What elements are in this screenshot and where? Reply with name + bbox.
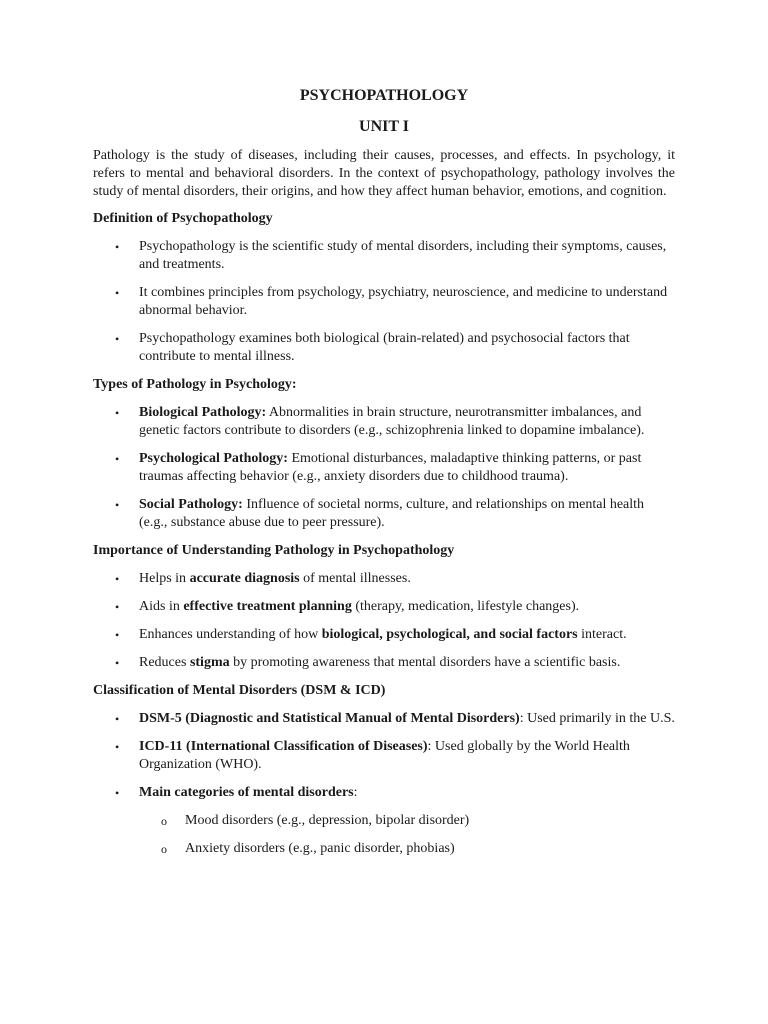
list-item-text: Emotional disturbances, maladaptive thinking patterns, or past traumas affecting behavior (e.g., anxiety disorders due to childhood trauma). (139, 451, 642, 484)
list-item (93, 626, 675, 644)
bullet-icon: • (115, 740, 120, 754)
definition-list (93, 238, 675, 366)
list-item-text-pre: Enhances understanding of how (139, 627, 322, 642)
list-item-emphasis: stigma (189, 655, 230, 670)
section-heading-types: Types of Pathology in Psychology: (93, 377, 297, 392)
list-item-text: Psychopathology is the scientific study of mental disorders, including their symptoms, causes, and treatments. (139, 239, 667, 272)
list-item (93, 710, 675, 728)
list-item-text: Psychopathology examines both biological (brain-related) and psychosocial factors that contribute to mental illness. (139, 331, 630, 364)
sub-list-item (139, 812, 675, 830)
intro-paragraph: Pathology is the study of diseases, including their causes, processes, and effects. In psychology, it refers to mental and behavioral disorders. In the context of psychopathology, pathology involves the study of mental disorders, their origins, and how they affect human behavior, emotions, and cognition. (93, 148, 675, 199)
bullet-icon: • (115, 656, 120, 670)
list-item (93, 598, 675, 616)
list-item-text-pre: Aids in (139, 599, 184, 614)
list-item-term: Social Pathology: (139, 497, 243, 512)
types-list (93, 404, 675, 532)
section-heading-classification: Classification of Mental Disorders (DSM & ICD) (93, 683, 386, 698)
list-item-text-pre: Helps in (139, 571, 190, 586)
sub-list-item-text: Anxiety disorders (e.g., panic disorder, phobias) (185, 841, 455, 856)
list-item (93, 238, 675, 274)
document-content (93, 86, 675, 868)
bullet-icon: • (115, 452, 120, 466)
list-item (93, 450, 675, 486)
list-item (93, 284, 675, 320)
list-item (93, 496, 675, 532)
section-heading-definition: Definition of Psychopathology (93, 211, 273, 226)
list-item-text: It combines principles from psychology, psychiatry, neuroscience, and medicine to understand abnormal behavior. (139, 285, 668, 318)
document-title: PSYCHOPATHOLOGY (299, 87, 469, 104)
sub-list-item (139, 840, 675, 858)
list-item-text-post: : (353, 785, 358, 800)
bullet-icon: • (115, 286, 120, 300)
list-item-term: ICD-11 (International Classification of Diseases) (139, 739, 428, 754)
list-item (93, 738, 675, 774)
sub-list-item-text: Mood disorders (e.g., depression, bipolar disorder) (185, 813, 470, 828)
list-item-text-post: of mental illnesses. (299, 571, 411, 586)
list-item (93, 330, 675, 366)
list-item-text-post: : Used globally by the World Health Organization (WHO). (139, 739, 630, 772)
list-item-text: Abnormalities in brain structure, neurotransmitter imbalances, and genetic factors contribute to disorders (e.g., schizophrenia linked to dopamine imbalance). (139, 405, 645, 438)
list-item-term: Main categories of mental disorders (139, 785, 354, 800)
bullet-icon: • (115, 240, 120, 254)
unit-heading: UNIT I (359, 118, 409, 135)
hollow-bullet-icon: o (161, 814, 167, 828)
list-item-text: Influence of societal norms, culture, and relationships on mental health (e.g., substance abuse due to peer pressure). (139, 497, 645, 530)
bullet-icon: • (115, 332, 120, 346)
list-item-term: DSM-5 (Diagnostic and Statistical Manual of Mental Disorders) (139, 711, 520, 726)
list-item-term: Biological Pathology: (139, 405, 267, 420)
list-item-text-post: interact. (577, 627, 627, 642)
bullet-icon: • (115, 786, 120, 800)
list-item-text-post: by promoting awareness that mental disorders have a scientific basis. (229, 655, 621, 670)
bullet-icon: • (115, 498, 120, 512)
list-item-emphasis: accurate diagnosis (189, 571, 300, 586)
list-item (93, 404, 675, 440)
sub-list (139, 812, 675, 858)
list-item (93, 654, 675, 672)
bullet-icon: • (115, 628, 120, 642)
bullet-icon: • (115, 572, 120, 586)
list-item-term: Psychological Pathology: (139, 451, 288, 466)
list-item-text-post: : Used primarily in the U.S. (519, 711, 675, 726)
section-heading-importance: Importance of Understanding Pathology in Psychopathology (93, 543, 455, 558)
hollow-bullet-icon: o (161, 842, 167, 856)
bullet-icon: • (115, 406, 120, 420)
list-item (93, 784, 675, 858)
list-item-emphasis: effective treatment planning (183, 599, 352, 614)
list-item-text-pre: Reduces (139, 655, 190, 670)
bullet-icon: • (115, 600, 120, 614)
bullet-icon: • (115, 712, 120, 726)
list-item (93, 570, 675, 588)
classification-list (93, 710, 675, 858)
list-item-emphasis: biological, psychological, and social factors (321, 627, 578, 642)
importance-list (93, 570, 675, 672)
list-item-text-post: (therapy, medication, lifestyle changes). (351, 599, 580, 614)
